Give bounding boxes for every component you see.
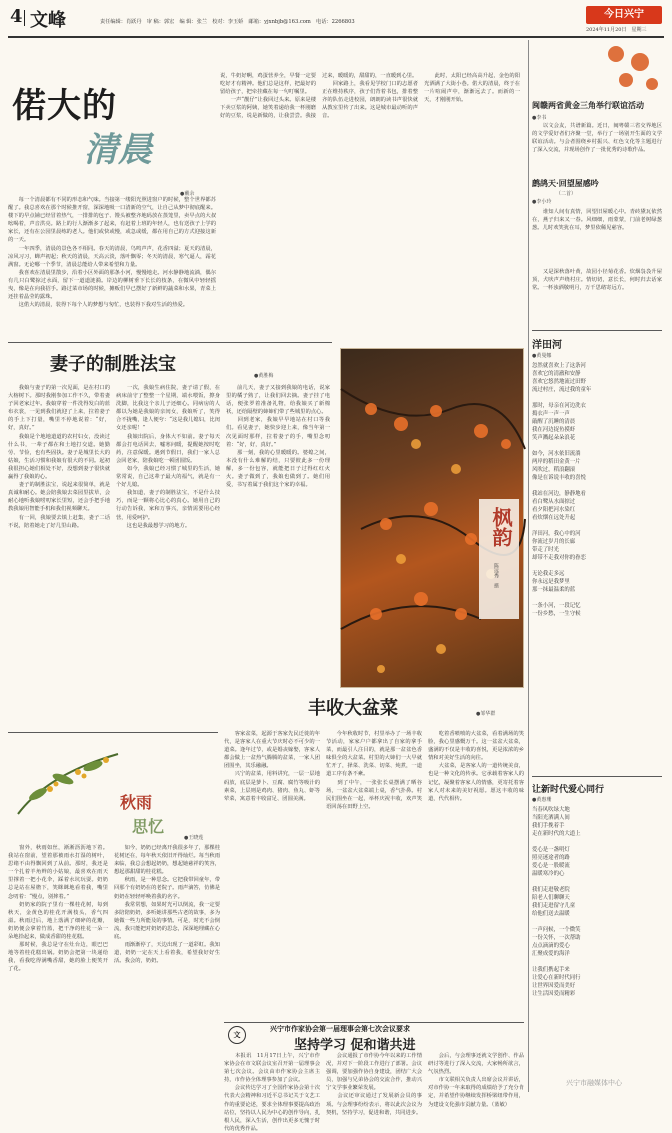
- poem1-line: 笑声溅起朵朵浪花: [532, 435, 576, 441]
- poem1-line: 无论我走多远: [532, 571, 565, 577]
- poem1-line: 一份乡愁，一生守候: [532, 611, 581, 617]
- photo-title: 枫韵: [489, 507, 513, 547]
- poem2-line: 我们走进留守儿童: [532, 903, 576, 909]
- poem2-line: 当阳光洒满人间: [532, 815, 570, 821]
- article-col-1: 我娘与妻子的第一次见面，是在村口的大榕树下。那时我刚参加工作不久，带着妻子回老家过年。我娘穿着一件洗得发白的蓝布衣裳，一见到我们就迎了上来，拉着妻子的手上下打量，嘴里不停地说着：“好，好，真好。” 我娘是个地地道道的农村妇女，没读过什么书，一辈子都在和土地打交道。她勤劳、节俭，也有些固执。妻子是城里长大的姑娘，生活习惯和我娘有很大的不同。起初我很担心她们相处不好，没想到妻子很快就赢得了我娘的心。 妻子的制胜法宝，说起来很简单，就是真诚和耐心。她会陪我娘去菜园里拔草，会耐心地听我娘唠叨家长里短，还会手把手地教我娘用智能手机和我们视频聊天。 有一回，我娘要去镇上赶集，妻子二话不说，陪着她走了好几里山路。: [8, 385, 110, 529]
- right-rule-2: [532, 776, 662, 777]
- poem2-line: 爱心是一股暖流: [532, 863, 570, 869]
- a6-author: ●李书: [532, 115, 547, 121]
- article-col-2: 一次，我娘生病住院，妻子请了假，在病床前守了整整一个星期，端水喂饭，擦身洗脚，比我这个亲儿子还细心。同病房的人都以为她是我娘的亲闺女，我娘听了，笑得合不拢嘴，逢人便夸：“这是我儿媳妇，比闺女还亲呢！” 我娘出院后，身体大不如前。妻子每天都会打电话回去，嘘寒问暖，提醒她按时吃药，注意保暖。遇到节假日，我们一家人总会回老家，陪我娘吃一顿团圆饭。 如今，我娘已经习惯了城里的生活，她常常说，自己这辈子最大的福气，就是有一个好儿媳。 我知道，妻子的制胜法宝，不是什么技巧，而是一颗将心比心的真心。她用自己的行动告诉我，家和万事兴，亲情需要用心经营，用爱呵护。 这也是我最想学习的地方。: [116, 385, 220, 529]
- poem2-line: 一份关怀，一次帮助: [532, 935, 581, 941]
- article-title-line2: 清晨: [84, 130, 152, 170]
- maple-leaf-corner: [596, 40, 664, 100]
- poem2-line: [532, 918, 662, 926]
- poem1-body: [532, 362, 662, 774]
- article-harvest: [308, 690, 524, 719]
- article-title-line2: 思忆: [132, 817, 165, 836]
- a6-body: 以文会友，共谱新篇。近日，闽粤赣三省交界地区的文学爱好者们齐聚一堂，举行了一场别开生面的文学联谊活动。与会者围绕乡村振兴、红色文化等主题进行了深入交流，并现场创作了一批优秀的诗歌作品。: [532, 123, 662, 154]
- poem2-line: [532, 878, 662, 886]
- poem1-line: 风吹过，稻浪翻滚: [532, 467, 576, 473]
- poem2-line: [532, 838, 662, 846]
- article-vast-morning: [8, 40, 524, 340]
- rule-1: [8, 342, 332, 343]
- osmanthus-illustration: [8, 734, 128, 824]
- photo-credit: 陈远秀 摄: [493, 563, 499, 588]
- poem1-line: 一条小河，一段记忆: [532, 603, 581, 609]
- poem2-line: 一声问候，一个微笑: [532, 927, 581, 933]
- poem1-line: 捣衣声一声一声: [532, 411, 570, 417]
- rule-3: [224, 1022, 524, 1023]
- poem2-author: ●黄惠珊: [532, 797, 552, 803]
- article-author: ●王晓莲: [184, 835, 204, 841]
- poem1-line: 带走了时光: [532, 547, 559, 553]
- a7-author: ●李小玲: [532, 199, 552, 205]
- poem1-line: 你流过岁月的长廊: [532, 539, 576, 545]
- poem2-line: 让我们携起手来: [532, 967, 570, 973]
- article-author: ●戴余: [180, 191, 195, 197]
- page-number-divider: [24, 10, 25, 26]
- a7-title: 鹧鸪天·回望屋感吟: [532, 178, 599, 188]
- watermark: 兴宁市融媒体中心: [566, 1079, 622, 1087]
- poem1-line: 那一抹最温柔的蓝: [532, 587, 576, 593]
- poem2-body: [532, 806, 662, 1078]
- news-col-2: 会议通报了市作协今年以来的工作情况，并对下一阶段工作进行了部署。会议强调，要加强作协自身建设，团结广大会员，加强与兄弟协会的交流合作，推动兴宁文学事业繁荣发展。 会议还审议通过了发展新会员的事项。与会理事纷纷表示，将以此次会议为契机，坚持学习，促进和谐，共同进步。: [326, 1053, 422, 1116]
- article-autumn-rain: [8, 734, 220, 1092]
- poem2-line: 爱心是一盏明灯: [532, 847, 570, 853]
- editor-credits: 责任编辑：肖跃丹 审 稿：郭宏 编 辑：张兰 校对：李玉娇 邮箱：yjxnbjb@163.com 电话：2266803: [100, 19, 355, 25]
- article-author: ●邹华群: [476, 711, 496, 717]
- poem1-line: [532, 562, 662, 570]
- article-body-cont: 说，牛奶好啊，鸡蛋营养全，早餐一定要吃好才有精神。他们总是这样，把最好的留给孩子，把牵挂藏在每一句叮嘱里。 一声“靓仔”让我回过头来。原来是楼下卖豆浆的阿姨，她笑着递给我一杯刚磨好的豆浆，说是新做的，让我尝尝。我接过来，暖暖的，甜甜的，一直暖到心里。 回家路上，我看见学校门口的志愿者正在维持秩序，孩子们背着书包，排着整齐的队伍走进校园，朗朗的读书声很快就从教室里传了出来。这是城市最动听的声音。 此时，太阳已经高高升起，金色的阳光洒满了大街小巷。偌大的清晨，终于在一片喧闹声中，渐渐远去了。而新的一天，才刚刚开始。: [220, 73, 520, 120]
- poem1-line: 却带不走我对你的眷恋: [532, 555, 586, 561]
- poem1-line: 看白鹭从水面掠过: [532, 499, 576, 505]
- poem2-line: 给他们送去温暖: [532, 911, 570, 917]
- poem1-line: 如今，河水依旧流淌: [532, 451, 581, 457]
- a7-subtitle: （二首）: [556, 191, 577, 197]
- article-title-line1: 偌大的: [12, 86, 117, 126]
- poem1-author: ●黄曼娜: [532, 353, 552, 359]
- maple-photo: [340, 348, 524, 688]
- poem1-title: 洋田河: [532, 340, 562, 351]
- paper-logo-text: 今日兴宁: [604, 9, 644, 20]
- section-name: 文峰: [30, 10, 66, 31]
- harvest-col-2: 今年秋收时节，村里举办了一场丰收节活动，家家户户都拿出了自家的拿手菜，而最引人注目的，就是那一盆盆色香味俱全的大盆菜。村里的大婶们一大早就忙开了，择菜、洗菜、切菜、炖煮，一道道工序有条不紊。 到了中午，一张张长桌摆满了晒谷场，一盆盆大盆菜端上桌，香气扑鼻。村民们围坐在一起，举杯庆祝丰收，欢声笑语回荡在田野上空。: [326, 731, 422, 810]
- poem1-line: 我在河边捉鱼摸虾: [532, 427, 576, 433]
- poem1-line: [532, 442, 662, 450]
- poem1-line: 忽然就喜欢上了这条河: [532, 363, 586, 369]
- right-rule-1: [532, 330, 662, 331]
- article-col-2: 如今，奶奶已经离开我很多年了，那棵桂花树还在，每年秋天依旧开得灿烂。每当秋雨来临，我总会想起奶奶，想起她慈祥的笑容，想起那甜甜的桂花糕。 秋雨，是一种思念。它把我带回童年，带回那个有奶奶在的老院子。雨声滴答，仿佛是奶奶在轻轻呼唤着我的名字。 我常常想，如果时光可以倒流，我一定要多陪陪奶奶，多听她讲那些古老的故事，多为她做一些力所能及的事情。可是，时光不会倒流，我只能把对奶奶的思念，深深地埋藏在心底。 雨渐渐停了，天边出现了一道彩虹。我知道，奶奶一定在天上看着我，希望我好好生活。我会的，奶奶。: [114, 845, 220, 965]
- page-number: 4: [10, 6, 23, 27]
- article-col-3: 前几天，妻子又接到我娘的电话，说家里的橘子熟了，让我们回去摘。妻子挂了电话，便张罗着准备礼物，给我娘买了新棉袄，还给隔壁的婶婶们带了些城里的点心。 回到老家，我娘早早地站在村口等我们。看见妻子，她快步迎上来，像当年第一次见面时那样，拉着妻子的手，嘴里念叨着：“好，好，真好。” 那一刻，我的心里暖暖的。婆媳之间，本没有什么难解的结，只要彼此多一份理解，多一份包容，就能把日子过得红红火火。妻子做到了，我娘也做到了。她们用爱，书写着属于我们这个家的幸福。: [226, 385, 330, 489]
- a6-title: 闽赣两省黄金三角举行联谊活动: [532, 100, 644, 110]
- news-kicker: 兴宁市作家协会第一届理事会第七次会议要求: [270, 1024, 410, 1033]
- rule-2: [8, 732, 218, 733]
- article-body: 每一个清晨都有不同的形态和气味。当接第一缕阳光照进窗户的时候，整个世界都苏醒了。我总喜欢在那个时候推开窗，深深地吸一口清新的空气，让自己从梦中彻底醒来。楼下的早点铺已经冒着热气，一排排的包子、馒头被整齐地码放在蒸笼里，卖早点的大叔吆喝着，声音洪亮。路上的行人渐渐多了起来，有赶着上班的年轻人，也有送孩子上学的家长，还有在公园里晨练的老人。他们或快或慢，或急或缓，都在用自己的方式迎接这新的一天。 一年四季，清晨的景色各不相同。春天的清晨，鸟鸣声声，花香四溢；夏天的清晨，凉风习习，蝉声初起；秋天的清晨，天高云淡，落叶飘零；冬天的清晨，寒气逼人，霜花满窗。无论哪一个季节，清晨总能给人带来希望和力量。 我喜欢在清晨里散步，沿着小区外面的那条小河，慢慢地走。河水静静地流淌，偶尔有几只白鹭掠过水面，留下一道道涟漪。岸边的柳树垂下长长的枝条，在微风中轻轻摇曳，像是在向我招手。路过菜市场的时候，摊贩们早已摆好了新鲜的蔬菜和水果，青菜上还挂着晶莹的露珠。 这偌大的清晨，装得下每个人的梦想与匆忙，也装得下我对生活的热爱。: [8, 197, 216, 309]
- poem1-line: 你永远是我梦里: [532, 579, 570, 585]
- poem2-line: 照亮迷途者的路: [532, 855, 570, 861]
- poem2-line: 让生活因爱而精彩: [532, 991, 576, 997]
- right-column-divider: [528, 40, 529, 1092]
- article-title: 妻子的制胜法宝: [50, 354, 176, 375]
- poem1-line: 我站在河边，静静地看: [532, 491, 586, 497]
- poem1-line: 看夕阳把河水染红: [532, 507, 576, 513]
- poem2-line: 我们手挽着手: [532, 823, 565, 829]
- issue-date: 2024年11月20日 星期三: [586, 27, 647, 33]
- news-badge: 文: [228, 1026, 246, 1044]
- news-wenlian: [224, 1024, 524, 1132]
- article-title: 丰收大盆菜: [308, 698, 398, 719]
- paper-logo: [586, 6, 662, 24]
- poem1-line: 敲醒了沉睡的清晨: [532, 419, 576, 425]
- article-wife: [8, 344, 332, 730]
- article-author: ●黄胜梅: [254, 373, 274, 379]
- photo-title-box: [479, 499, 519, 619]
- poem1-line: 两岸的稻田金黄一片: [532, 459, 581, 465]
- poem1-line: 看炊烟在远处升起: [532, 515, 576, 521]
- poem2-line: 让世界因爱而美好: [532, 983, 576, 989]
- poem1-line: 洋田河，我心中的河: [532, 531, 581, 537]
- poem1-line: 像是在诉说丰收的喜悦: [532, 475, 586, 481]
- poem1-line: 喜欢它的清澈和安静: [532, 371, 581, 377]
- poem1-line: [532, 594, 662, 602]
- poem2-title: 让新时代爱心同行: [532, 785, 605, 795]
- article-col-1: 窗外，秋雨如丝，淅淅沥沥地下着。我站在窗前，望着那被雨水打湿的树叶，思绪不由得飘回到了从前。那时，我还是一个扎着羊角辫的小姑娘，最喜欢在雨天里撑着一把小花伞，踩着水坑玩耍。奶奶总是站在屋檐下，笑眯眯地看着我，嘴里念叨着：“慢点，别摔着。” 奶奶家的院子里有一棵桂花树，每到秋天，金黄色的桂花开满枝头，香气四溢。秋雨过后，地上落满了细碎的花瓣，奶奶便会拿着竹篮，把干净的桂花一朵一朵地拾起来，做成香甜的桂花糕。 那时候，我总是守在灶台边，眼巴巴地等着桂花糕出锅。奶奶会把第一块递给我，看我吃得满嘴香甜，她的脸上便笑开了花。: [8, 845, 108, 973]
- poem1-line: 喜欢它悠然地流过田野: [532, 379, 586, 385]
- a7-verse-1: 谁知人间有真情，回望旧屋暖心中。青砖黛瓦依然在，燕子归来又一春。风细细，雨蒙蒙，门前老树绿葱葱。儿时欢笑犹在耳，梦里依稀见慈容。: [532, 209, 662, 232]
- poem1-line: [532, 482, 662, 490]
- poem2-line: 陪老人们聊聊天: [532, 895, 570, 901]
- poem2-line: 走在新时代的大道上: [532, 831, 581, 837]
- news-title: 坚持学习 促和谐共进: [294, 1038, 416, 1053]
- poem2-line: 当春风吹绿大地: [532, 807, 570, 813]
- right-column: [532, 40, 664, 1092]
- a7-verse-2: 又是深秋落叶黄，故园小径菊花香。炊烟袅袅升屋顶，犬吠声声绕村庄。情切切，意长长，何时归去话家常。一杯浊酒敬明月，万千思绪寄远方。: [532, 269, 662, 292]
- masthead-rule: [8, 36, 664, 38]
- poem2-line: 让爱心在新时代同行: [532, 975, 581, 981]
- poem2-line: 汇聚成爱的海洋: [532, 951, 570, 957]
- article-title-line1: 秋雨: [120, 793, 153, 812]
- harvest-col-1: 客家盆菜，起源于客家先民迁徙的年代，是客家人在重大节庆时必不可少的一道菜。逢年过节，或是婚丧嫁娶，客家人都会做上一盆热气腾腾的盆菜，一家人团团围坐，其乐融融。 兴宁的盆菜，用料讲究，一层一层地码放，底层是萝卜、豆腐、腐竹等吸汁的素菜，上层则是鸡肉、猪肉、鱼丸、虾等荤菜，寓意着丰收富足、团圆美满。: [224, 731, 320, 802]
- poem2-line: 我们走进敬老院: [532, 887, 570, 893]
- harvest-col-3: 吃着香喷喷的大盆菜，看着满场的笑脸，我心里感慨万千。这一盆盆大盆菜，盛满的不仅是丰收的喜悦，更是浓浓的乡情和对美好生活的向往。 大盆菜，是客家人的一道传统美食，也是一种文化的传承。它承载着客家人的记忆，凝聚着客家人的情感，更寄托着客家人对未来的美好祝愿。愿这丰收的味道，代代相传。: [428, 731, 524, 802]
- poem2-line: 温暖寒冷的心: [532, 871, 565, 877]
- masthead: [8, 4, 664, 40]
- poem1-line: [532, 522, 662, 530]
- news-col-3: 会后，与会理事还就文学创作、作品研讨等进行了深入交流，大家畅所欲言，气氛热烈。 市文联相关负责人出席会议并讲话，对市作协一年来取得的成绩给予了充分肯定，并希望作协继续发挥桥梁纽带作用，为建设文化强市贡献力量。（蓝敏）: [428, 1053, 524, 1108]
- poem1-line: [532, 394, 662, 402]
- poem1-line: 那时，母亲在河边洗衣: [532, 403, 586, 409]
- poem1-line: 流过村庄，流过我的童年: [532, 387, 592, 393]
- poem2-line: [532, 958, 662, 966]
- news-col-1: 本报讯 11月17日上午，兴宁市作家协会在市文联会议室召开第一届理事会第七次会议。会议由市作家协会主席主持，市作协全体理事参加了会议。 会议传达学习了全国作家协会第十次代表大会精神和习近平总书记关于文艺工作的重要论述，要求全体理事要提高政治站位，坚持以人民为中心的创作导向，扎根人民，深入生活，创作出更多无愧于时代的优秀作品。: [224, 1053, 320, 1132]
- poem2-line: 点点滴滴的爱心: [532, 943, 570, 949]
